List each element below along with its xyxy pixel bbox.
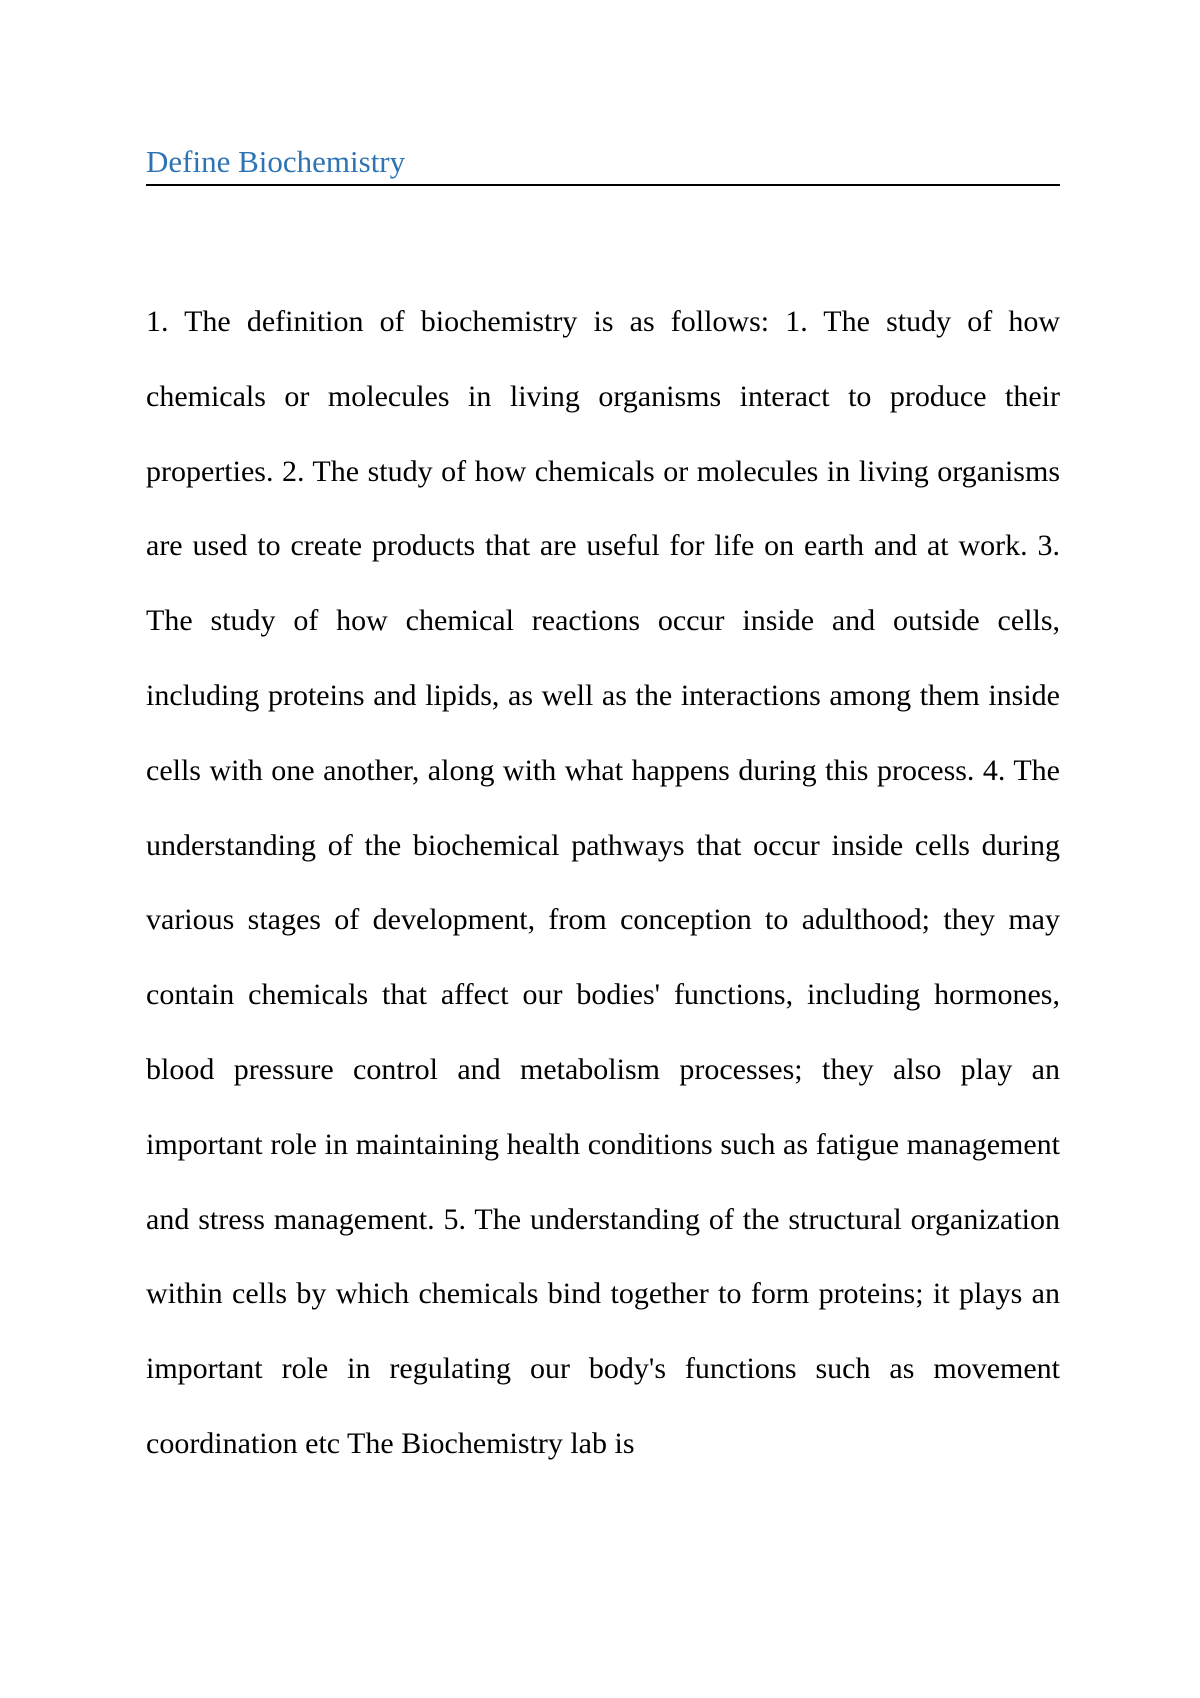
- title-underline-divider: [146, 184, 1060, 186]
- document-body-paragraph: 1. The definition of biochemistry is as follows: 1. The study of how chemicals or molecules in living organisms interact to produce their properties. 2. The study of how chemicals or molecules in living organisms are used to create products that are useful for life on earth and at work. 3. The study of how chemical reactions occur inside and outside cells, including proteins and lipids, as well as the interactions among them inside cells with one another, along with what happens during this process. 4. The understanding of the biochemical pathways that occur inside cells during various stages of development, from conception to adulthood; they may contain chemicals that affect our bodies' functions, including hormones, blood pressure control and metabolism processes; they also play an important role in maintaining health conditions such as fatigue management and stress management. 5. The understanding of the structural organization within cells by which chemicals bind together to form proteins; it plays an important role in regulating our body's functions such as movement coordination etc The Biochemistry lab is: [146, 305, 1060, 1460]
- document-title: Define Biochemistry: [146, 144, 406, 179]
